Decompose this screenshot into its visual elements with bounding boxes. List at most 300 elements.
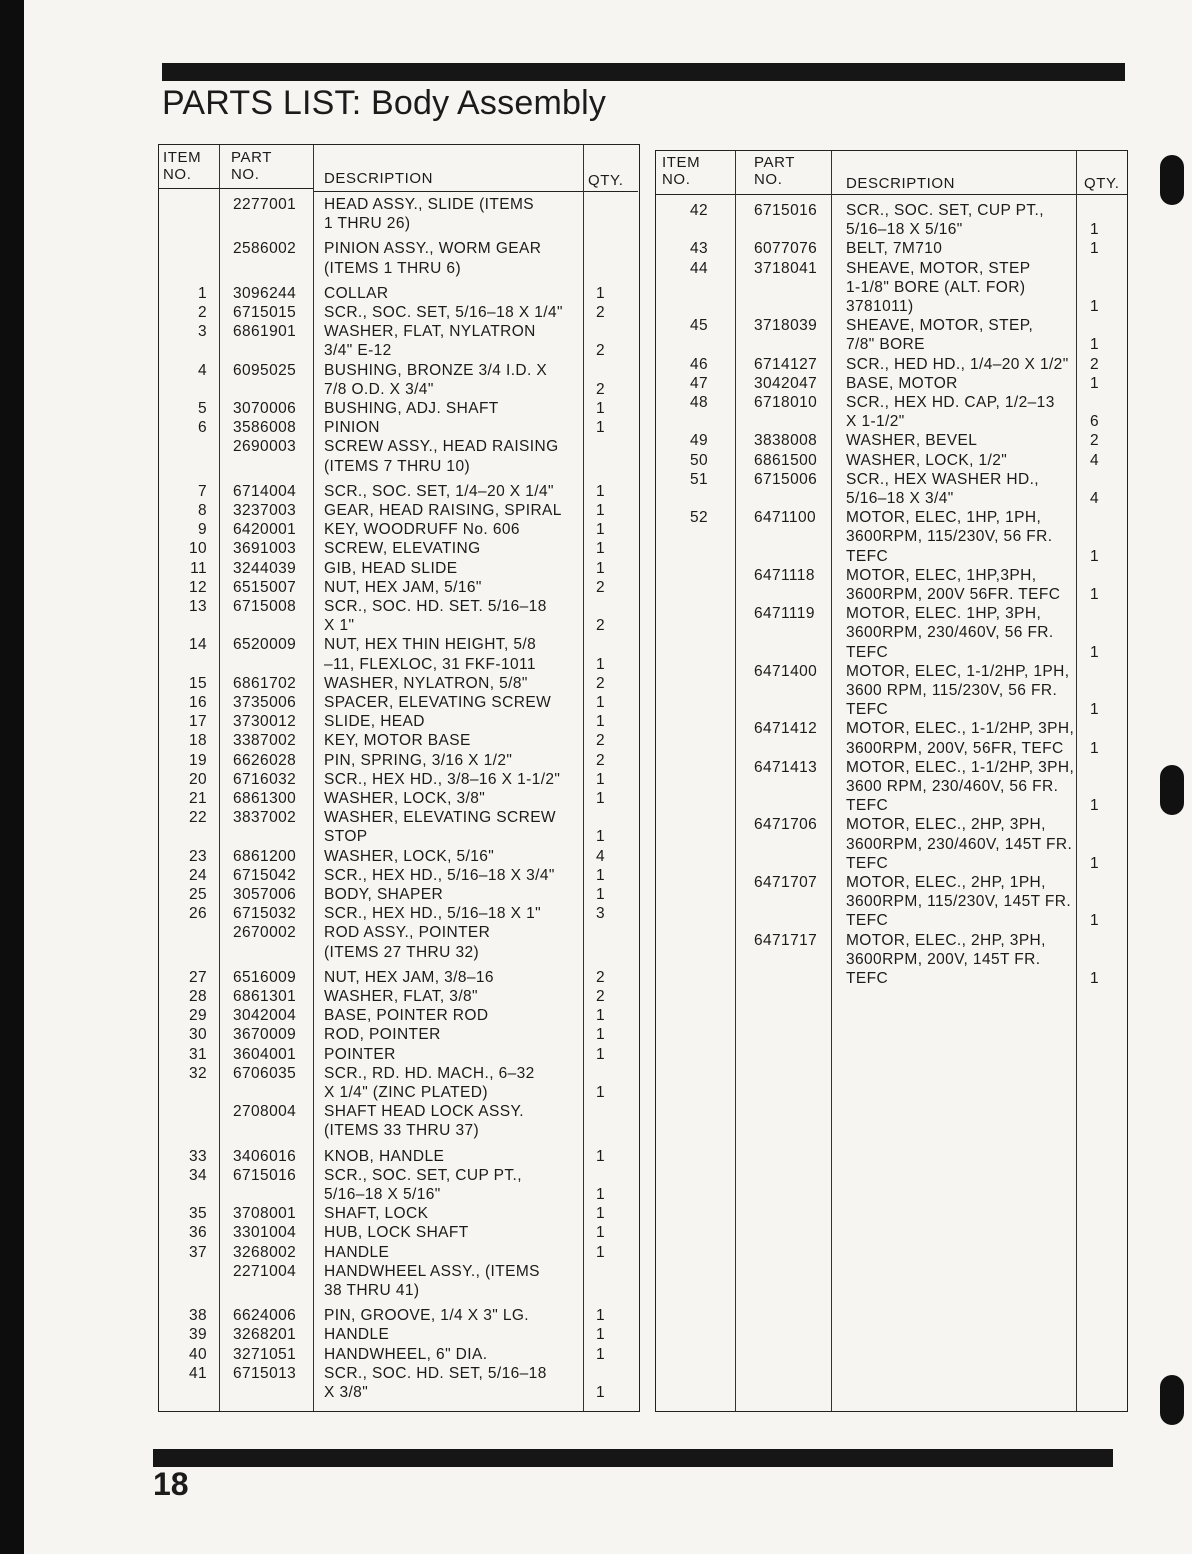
table-row <box>656 758 1127 816</box>
part-number: 3837002 <box>233 809 297 827</box>
description-line: BUSHING, ADJ. SHAFT <box>324 400 499 417</box>
table-row <box>159 578 639 597</box>
part-number: 3301004 <box>233 1224 297 1242</box>
part-number: 3042047 <box>754 374 818 392</box>
table-row <box>159 1306 639 1325</box>
quantity: 1 <box>596 482 606 500</box>
quantity: 1 <box>1090 336 1100 354</box>
description-line: MOTOR, ELEC., 2HP, 3PH, <box>846 816 1046 834</box>
part-number: 6861300 <box>233 790 297 807</box>
description-line: WASHER, NYLATRON, 5/8" <box>324 674 528 692</box>
description-line: X 1" <box>324 617 355 635</box>
part-number: 6471707 <box>754 874 818 891</box>
part-number: 6715016 <box>233 1166 297 1184</box>
table-row <box>656 719 1127 757</box>
part-number: 2271004 <box>233 1262 297 1280</box>
quantity: 1 <box>596 1383 606 1401</box>
description-line: 3600RPM, 115/230V, 145T FR. <box>846 893 1072 911</box>
item-number: 44 <box>689 259 708 277</box>
quantity: 1 <box>596 400 606 417</box>
description-line: BASE, MOTOR <box>846 374 958 392</box>
table-row <box>159 987 639 1006</box>
table-row <box>656 201 1127 239</box>
item-number: 2 <box>197 304 207 321</box>
description-line: SCR., SOC. SET, 1/4–20 X 1/4" <box>324 482 554 500</box>
part-number: 6715008 <box>233 598 297 615</box>
table-row <box>159 635 639 673</box>
table-row <box>159 923 639 961</box>
column-header-part-line2: NO. <box>231 166 260 183</box>
quantity: 2 <box>596 380 606 398</box>
quantity: 2 <box>1090 355 1100 373</box>
part-number: 3268201 <box>233 1326 297 1344</box>
table-row <box>159 303 639 322</box>
part-number: 6471717 <box>754 931 818 949</box>
item-number: 40 <box>188 1345 207 1363</box>
description-line: SCR., HED HD., 1/4–20 X 1/2" <box>846 355 1069 373</box>
page-title: PARTS LIST: Body Assembly <box>162 84 607 122</box>
table-row <box>159 1364 639 1402</box>
quantity: 1 <box>596 1083 606 1101</box>
table-row <box>159 1223 639 1242</box>
quantity: 2 <box>1090 432 1100 450</box>
part-number: 6861901 <box>233 323 297 341</box>
item-number: 20 <box>188 770 207 788</box>
item-number: 7 <box>197 482 207 500</box>
quantity: 1 <box>596 540 606 558</box>
column-header-qty: QTY. <box>1084 175 1120 192</box>
item-number: 3 <box>197 323 207 341</box>
part-number: 6471400 <box>754 662 818 680</box>
description-line: MOTOR, ELEC., 1-1/2HP, 3PH, <box>846 758 1075 776</box>
description-line: COLLAR <box>324 284 389 302</box>
punch-hole-top <box>1160 155 1184 205</box>
item-number: 52 <box>689 509 708 527</box>
quantity: 1 <box>1090 374 1100 392</box>
description-line: SCR., HEX WASHER HD., <box>846 470 1039 488</box>
table-row <box>159 1204 639 1223</box>
table-row <box>656 355 1127 374</box>
table-row <box>159 1166 639 1204</box>
table-row <box>656 374 1127 393</box>
quantity: 1 <box>1090 701 1100 719</box>
description-line: 3600RPM, 200V, 56FR, TEFC <box>846 739 1064 757</box>
part-number: 2690003 <box>233 438 297 456</box>
punch-hole-bottom <box>1160 1375 1184 1425</box>
item-number: 28 <box>188 988 207 1005</box>
part-number: 6471100 <box>754 509 816 527</box>
table-row <box>159 437 639 475</box>
column-header-part-line1: PART <box>231 149 273 166</box>
table-row <box>656 815 1127 873</box>
quantity: 1 <box>596 502 606 519</box>
part-number: 3670009 <box>233 1026 297 1044</box>
description-line: HANDLE <box>324 1326 390 1344</box>
part-number: 3838008 <box>754 432 818 450</box>
table-row <box>159 520 639 539</box>
part-number: 6471413 <box>754 758 818 776</box>
item-number: 21 <box>188 790 207 807</box>
item-number: 4 <box>197 361 207 379</box>
table-row <box>159 1243 639 1262</box>
table-row <box>159 904 639 923</box>
part-number: 6471119 <box>754 605 815 623</box>
column-header-item <box>662 154 700 188</box>
column-header-item-line1: ITEM <box>662 154 701 171</box>
description-line: SCREW ASSY., HEAD RAISING <box>324 438 559 456</box>
quantity: 1 <box>1090 585 1100 603</box>
table-row <box>159 1025 639 1044</box>
table-row <box>159 399 639 418</box>
item-number: 47 <box>689 374 708 392</box>
column-header-item-line2: NO. <box>662 171 691 188</box>
part-number: 6515007 <box>233 578 297 596</box>
part-number: 3096244 <box>233 284 297 302</box>
description-line: SCR., SOC. SET, CUP PT., <box>846 202 1044 219</box>
description-line: 7/8 O.D. X 3/4" <box>324 380 434 398</box>
item-number: 16 <box>188 694 207 711</box>
item-number: 18 <box>188 732 207 750</box>
table-row <box>159 1102 639 1140</box>
part-number: 2670002 <box>233 924 297 942</box>
part-number: 6861301 <box>233 988 297 1005</box>
description-line: ROD, POINTER <box>324 1026 441 1044</box>
description-line: SCR., SOC. HD. SET. 5/16–18 <box>324 598 547 615</box>
part-number: 3268002 <box>233 1243 297 1261</box>
part-number: 2277001 <box>233 196 297 213</box>
item-number: 48 <box>689 394 708 411</box>
part-number: 6095025 <box>233 361 297 379</box>
part-number: 6077076 <box>754 240 818 258</box>
quantity: 1 <box>1090 854 1100 872</box>
quantity: 1 <box>1090 297 1100 315</box>
description-line: 3600 RPM, 230/460V, 56 FR. <box>846 777 1059 795</box>
description-line: SHAFT, LOCK <box>324 1205 429 1223</box>
description-line: SCREW, ELEVATING <box>324 540 481 558</box>
table-row <box>159 284 639 303</box>
table-row <box>656 662 1127 720</box>
description-line: 38 THRU 41) <box>324 1281 420 1299</box>
description-line: WASHER, FLAT, NYLATRON <box>324 323 536 341</box>
part-number: 6471412 <box>754 720 818 738</box>
description-line: 3600RPM, 200V 56FR. TEFC <box>846 585 1061 603</box>
part-number: 6626028 <box>233 751 297 769</box>
quantity: 2 <box>596 968 606 986</box>
quantity: 4 <box>1090 489 1100 507</box>
description-line: 7/8" BORE <box>846 336 925 354</box>
quantity: 1 <box>596 1345 606 1363</box>
description-line: BELT, 7M710 <box>846 240 943 258</box>
item-number: 25 <box>188 886 207 903</box>
description-line: WASHER, LOCK, 5/16" <box>324 847 495 865</box>
item-number: 33 <box>188 1147 207 1165</box>
description-line: SCR., HEX HD., 3/8–16 X 1-1/2" <box>324 770 561 788</box>
table-row <box>656 508 1127 566</box>
description-line: GEAR, HEAD RAISING, SPIRAL <box>324 502 562 519</box>
item-number: 8 <box>197 502 207 519</box>
table-row <box>159 418 639 437</box>
part-number: 3237003 <box>233 502 297 519</box>
item-number: 10 <box>188 540 207 558</box>
description-line: SHEAVE, MOTOR, STEP, <box>846 317 1034 335</box>
table-row <box>159 731 639 750</box>
part-number: 3718039 <box>754 317 818 335</box>
item-number: 1 <box>197 284 207 302</box>
part-number: 6715016 <box>754 202 818 219</box>
quantity: 1 <box>596 1224 606 1242</box>
table-row <box>159 539 639 558</box>
item-number: 15 <box>188 674 207 692</box>
description-line: PIN, GROOVE, 1/4 X 3" LG. <box>324 1307 530 1325</box>
part-number: 3042004 <box>233 1007 297 1025</box>
table-row <box>159 501 639 520</box>
description-line: KNOB, HANDLE <box>324 1147 445 1165</box>
table-row <box>159 674 639 693</box>
description-line: HANDLE <box>324 1243 390 1261</box>
item-number: 23 <box>188 847 207 865</box>
description-line: STOP <box>324 828 368 846</box>
description-line: WASHER, BEVEL <box>846 432 978 450</box>
table-row <box>159 361 639 399</box>
part-number: 3271051 <box>233 1345 297 1363</box>
quantity: 1 <box>596 559 606 577</box>
quantity: 4 <box>1090 451 1100 469</box>
quantity: 1 <box>1090 969 1100 987</box>
description-line: (ITEMS 1 THRU 6) <box>324 259 462 277</box>
quantity: 1 <box>596 655 606 673</box>
description-line: SCR., HEX HD., 5/16–18 X 1" <box>324 905 542 923</box>
column-header-part-line2: NO. <box>754 171 783 188</box>
description-line: WASHER, LOCK, 3/8" <box>324 790 486 807</box>
description-line: TEFC <box>846 547 889 565</box>
quantity: 2 <box>596 304 606 321</box>
item-number: 35 <box>188 1205 207 1223</box>
column-header-item-line2: NO. <box>163 166 192 183</box>
table-row <box>159 1147 639 1166</box>
column-header-qty: QTY. <box>588 172 624 189</box>
table-row <box>159 1325 639 1344</box>
part-number: 3057006 <box>233 886 297 903</box>
table-row <box>656 873 1127 931</box>
table-row <box>656 451 1127 470</box>
quantity: 3 <box>596 905 606 923</box>
quantity: 1 <box>596 1205 606 1223</box>
description-line: (ITEMS 7 THRU 10) <box>324 457 471 475</box>
item-number: 24 <box>188 866 207 884</box>
description-line: (ITEMS 33 THRU 37) <box>324 1122 480 1140</box>
quantity: 2 <box>596 674 606 692</box>
part-number: 6715015 <box>233 304 297 321</box>
item-number: 22 <box>188 809 207 827</box>
description-line: SCR., RD. HD. MACH., 6–32 <box>324 1064 535 1082</box>
quantity: 1 <box>596 866 606 884</box>
item-number: 49 <box>689 432 708 450</box>
header-underline <box>656 194 1127 195</box>
table-row <box>159 712 639 731</box>
table-row <box>159 1064 639 1102</box>
part-number: 6706035 <box>233 1064 297 1082</box>
quantity: 1 <box>596 886 606 903</box>
quantity: 1 <box>596 1007 606 1025</box>
table-row <box>159 559 639 578</box>
table-row <box>159 847 639 866</box>
item-number: 46 <box>689 355 708 373</box>
table-row <box>656 604 1127 662</box>
description-line: 3600RPM, 230/460V, 56 FR. <box>846 624 1054 642</box>
quantity: 2 <box>596 988 606 1005</box>
item-number: 29 <box>188 1007 207 1025</box>
description-line: TEFC <box>846 797 889 815</box>
table-row <box>159 1345 639 1364</box>
part-number: 6861702 <box>233 674 297 692</box>
description-line: SPACER, ELEVATING SCREW <box>324 694 552 711</box>
part-number: 6471118 <box>754 566 815 584</box>
item-number: 32 <box>188 1064 207 1082</box>
header-underline <box>313 191 638 192</box>
description-line: WASHER, ELEVATING SCREW <box>324 809 556 827</box>
description-line: 1-1/8" BORE (ALT. FOR) <box>846 278 1026 296</box>
description-line: NUT, HEX THIN HEIGHT, 5/8 <box>324 636 537 654</box>
column-header-part <box>231 149 272 183</box>
description-line: X 3/8" <box>324 1383 369 1401</box>
table-row <box>159 866 639 885</box>
part-number: 6716032 <box>233 770 297 788</box>
part-number: 6420001 <box>233 521 297 539</box>
item-number: 51 <box>689 470 708 488</box>
parts-table-right <box>655 150 1128 1412</box>
punch-hole-middle <box>1160 765 1184 815</box>
table-row <box>159 885 639 904</box>
description-line: SHAFT HEAD LOCK ASSY. <box>324 1103 524 1121</box>
table-row <box>159 789 639 808</box>
quantity: 1 <box>1090 240 1100 258</box>
item-number: 31 <box>188 1045 207 1063</box>
description-line: SCR., HEX HD. CAP, 1/2–13 <box>846 394 1055 411</box>
part-number: 3070006 <box>233 400 297 417</box>
item-number: 45 <box>689 317 708 335</box>
description-line: NUT, HEX JAM, 5/16" <box>324 578 482 596</box>
header-underline <box>159 188 313 189</box>
table-row <box>159 239 639 277</box>
description-line: TEFC <box>846 969 889 987</box>
item-number: 36 <box>188 1224 207 1242</box>
quantity: 1 <box>596 790 606 807</box>
quantity: 1 <box>1090 912 1100 930</box>
item-number: 27 <box>188 968 207 986</box>
quantity: 1 <box>596 694 606 711</box>
quantity: 1 <box>596 828 606 846</box>
table-row <box>656 239 1127 258</box>
description-line: WASHER, FLAT, 3/8" <box>324 988 478 1005</box>
description-line: X 1/4" (ZINC PLATED) <box>324 1083 488 1101</box>
table-row <box>159 751 639 770</box>
item-number: 6 <box>197 419 207 437</box>
table-row <box>159 1006 639 1025</box>
part-number: 3730012 <box>233 713 297 731</box>
description-line: MOTOR, ELEC, 1HP, 1PH, <box>846 509 1042 527</box>
table-row <box>159 597 639 635</box>
part-number: 3708001 <box>233 1205 297 1223</box>
description-line: –11, FLEXLOC, 31 FKF-1011 <box>324 655 536 673</box>
description-line: KEY, MOTOR BASE <box>324 732 471 750</box>
table-row <box>159 1045 639 1064</box>
item-number: 37 <box>188 1243 207 1261</box>
quantity: 1 <box>596 1326 606 1344</box>
description-line: ROD ASSY., POINTER <box>324 924 491 942</box>
column-header-part-line1: PART <box>754 154 796 171</box>
quantity: 2 <box>596 732 606 750</box>
description-line: PINION <box>324 419 380 437</box>
part-number: 3244039 <box>233 559 297 577</box>
table-row <box>656 393 1127 431</box>
part-number: 6715013 <box>233 1364 297 1382</box>
item-number: 19 <box>188 751 207 769</box>
quantity: 6 <box>1090 413 1100 431</box>
item-number: 39 <box>188 1326 207 1344</box>
table-row <box>159 1262 639 1300</box>
table-row <box>159 195 639 233</box>
quantity: 2 <box>596 578 606 596</box>
description-line: HUB, LOCK SHAFT <box>324 1224 469 1242</box>
description-line: SCR., HEX HD., 5/16–18 X 3/4" <box>324 866 555 884</box>
part-number: 6715042 <box>233 866 297 884</box>
table-row <box>656 931 1127 989</box>
description-line: PINION ASSY., WORM GEAR <box>324 240 542 258</box>
description-line: TEFC <box>846 854 889 872</box>
description-line: (ITEMS 27 THRU 32) <box>324 943 480 961</box>
quantity: 2 <box>596 342 606 360</box>
quantity: 1 <box>596 284 606 302</box>
item-number: 26 <box>188 905 207 923</box>
description-line: SLIDE, HEAD <box>324 713 425 731</box>
description-line: HEAD ASSY., SLIDE (ITEMS <box>324 196 535 213</box>
part-number: 6718010 <box>754 394 818 411</box>
part-number: 3691003 <box>233 540 297 558</box>
item-number: 50 <box>689 451 708 469</box>
part-number: 2586002 <box>233 240 297 258</box>
quantity: 1 <box>596 1045 606 1063</box>
quantity: 1 <box>596 1243 606 1261</box>
part-number: 6520009 <box>233 636 297 654</box>
quantity: 1 <box>1090 797 1100 815</box>
item-number: 42 <box>689 202 708 219</box>
part-number: 3718041 <box>754 259 818 277</box>
page-number: 18 <box>153 1466 189 1502</box>
description-line: BASE, POINTER ROD <box>324 1007 489 1025</box>
item-number: 41 <box>188 1364 207 1382</box>
table-row <box>159 808 639 846</box>
item-number: 12 <box>188 578 207 596</box>
part-number: 3735006 <box>233 694 297 711</box>
description-line: SCR., SOC. SET, CUP PT., <box>324 1166 522 1184</box>
description-line: MOTOR, ELEC, 1-1/2HP, 1PH, <box>846 662 1070 680</box>
quantity: 1 <box>596 521 606 539</box>
description-line: 3600RPM, 230/460V, 145T FR. <box>846 835 1073 853</box>
description-line: TEFC <box>846 912 889 930</box>
description-line: MOTOR, ELEC., 2HP, 1PH, <box>846 874 1046 891</box>
table-row <box>656 566 1127 604</box>
item-number: 5 <box>197 400 207 417</box>
description-line: PIN, SPRING, 3/16 X 1/2" <box>324 751 513 769</box>
quantity: 1 <box>1090 643 1100 661</box>
quantity: 1 <box>596 713 606 731</box>
part-number: 6861500 <box>754 451 818 469</box>
description-line: 3600 RPM, 115/230V, 56 FR. <box>846 681 1058 699</box>
item-number: 13 <box>188 598 207 615</box>
part-number: 6714127 <box>754 355 818 373</box>
item-number: 11 <box>190 559 207 577</box>
description-line: X 1-1/2" <box>846 413 905 431</box>
